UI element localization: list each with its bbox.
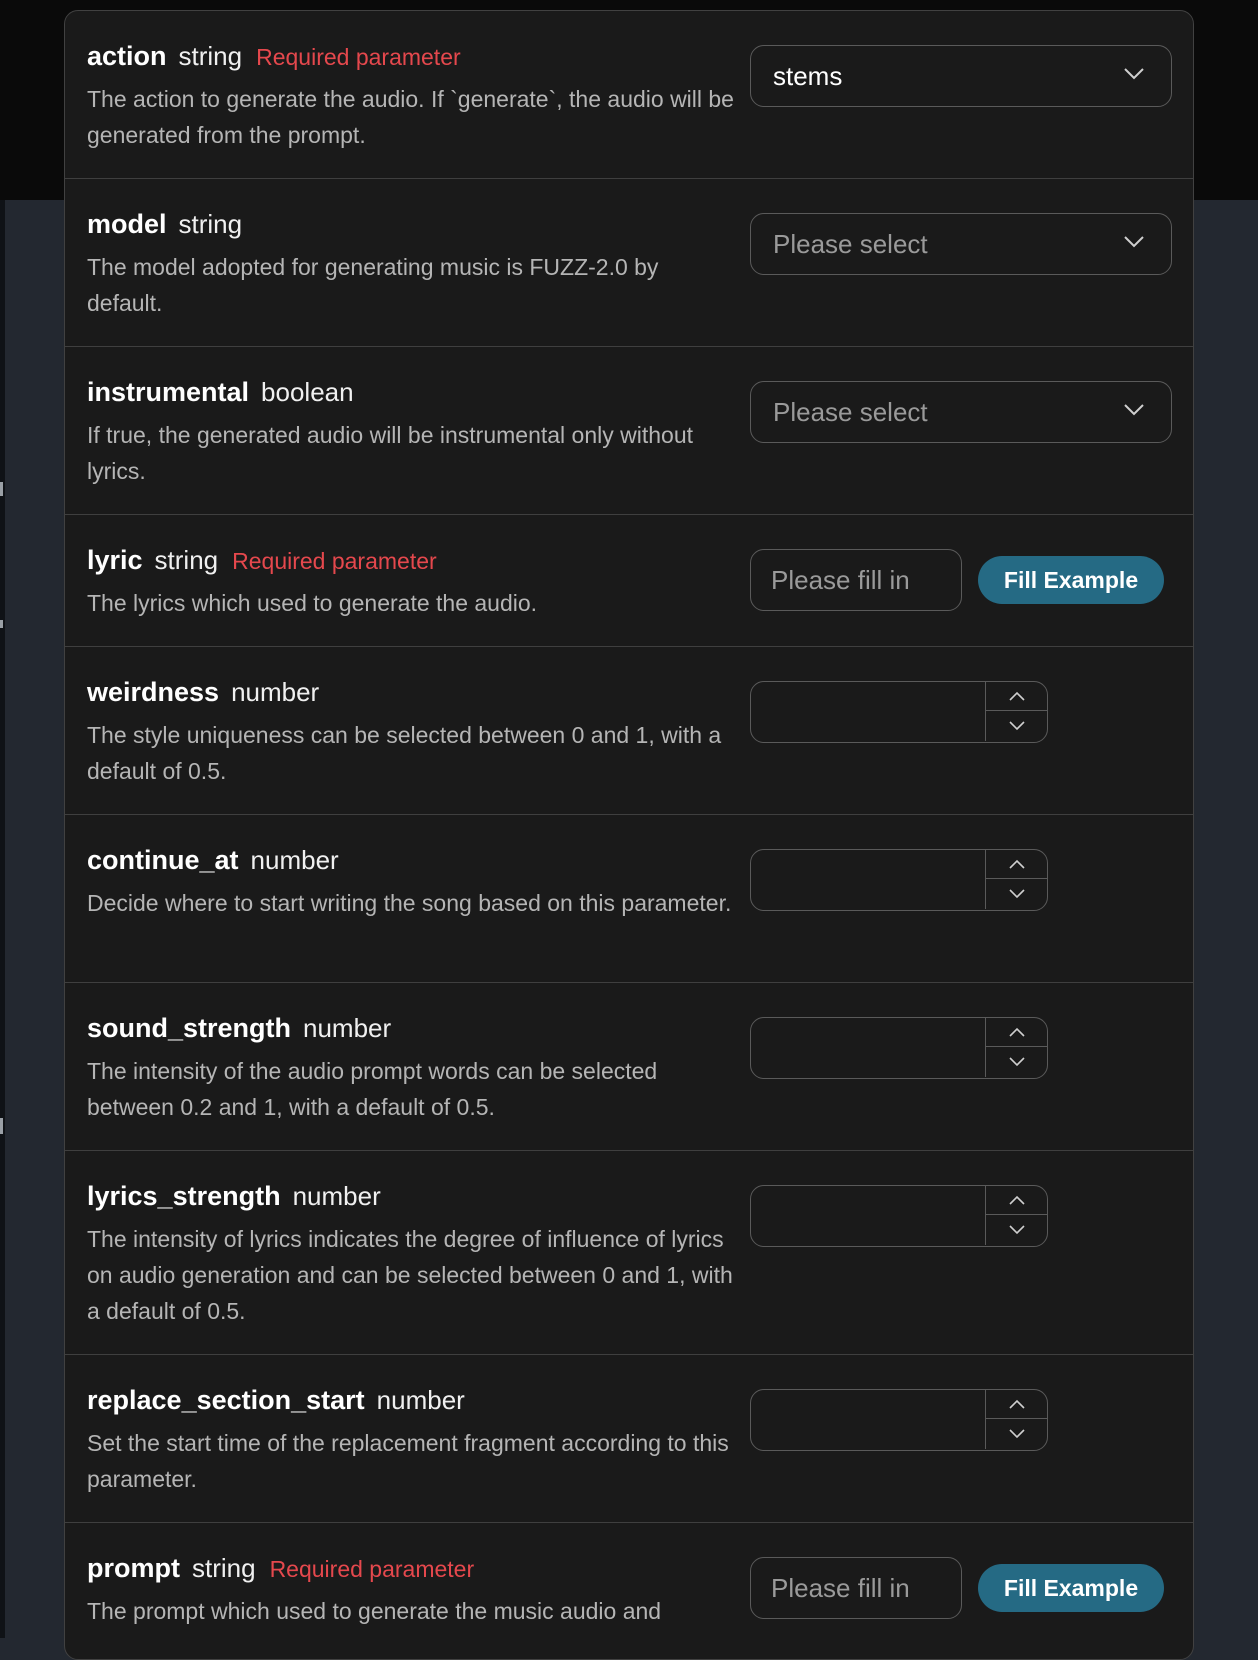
param-type: string <box>178 209 243 239</box>
param-description: Decide where to start writing the song based on this parameter. <box>87 890 732 916</box>
number-stepper <box>985 850 1048 909</box>
param-description: The prompt which used to generate the music audio and <box>87 1598 662 1624</box>
chevron-down-icon <box>1123 62 1145 84</box>
number-stepper <box>985 1186 1048 1245</box>
param-description: The style uniqueness can be selected between 0 and 1, with a default of 0.5. <box>87 722 722 784</box>
decrement-button[interactable] <box>986 711 1048 740</box>
param-description: The lyrics which used to generate the audio. <box>87 590 538 616</box>
number-input[interactable] <box>751 1018 985 1077</box>
increment-button[interactable] <box>986 1390 1048 1419</box>
number-input[interactable] <box>751 850 985 909</box>
param-type: number <box>292 1181 381 1211</box>
chevron-down-icon <box>1123 398 1145 420</box>
required-badge: Required parameter <box>269 1556 475 1582</box>
chevron-down-icon <box>1009 1429 1025 1439</box>
sound-strength-number-field <box>750 1017 1048 1079</box>
decrement-button[interactable] <box>986 879 1048 908</box>
lyric-input[interactable] <box>750 549 962 611</box>
number-stepper <box>985 682 1048 741</box>
param-name: instrumental <box>87 377 250 407</box>
param-type: string <box>191 1553 256 1583</box>
chevron-up-icon <box>1009 859 1025 869</box>
param-row-prompt <box>65 1523 1193 1660</box>
lyrics-strength-number-field <box>750 1185 1048 1247</box>
decrement-button[interactable] <box>986 1419 1048 1448</box>
edge-mark <box>0 620 3 628</box>
param-type: string <box>154 545 219 575</box>
param-row-lyrics-strength <box>65 1151 1193 1355</box>
param-name: lyrics_strength <box>87 1181 281 1211</box>
model-select[interactable] <box>750 213 1172 275</box>
replace-section-start-number-field <box>750 1389 1048 1451</box>
param-name: sound_strength <box>87 1013 292 1043</box>
fill-example-button[interactable]: Fill Example <box>978 556 1164 604</box>
chevron-down-icon <box>1123 230 1145 252</box>
parameters-panel <box>64 10 1194 1660</box>
param-name: action <box>87 41 167 71</box>
param-row-model <box>65 179 1193 347</box>
chevron-up-icon <box>1009 1195 1025 1205</box>
chevron-down-icon <box>1009 889 1025 899</box>
select-placeholder: Please select <box>773 396 928 427</box>
continue-at-number-field <box>750 849 1048 911</box>
param-row-continue-at <box>65 815 1193 983</box>
chevron-up-icon <box>1009 1399 1025 1409</box>
chevron-up-icon <box>1009 1027 1025 1037</box>
increment-button[interactable] <box>986 850 1048 879</box>
weirdness-number-field <box>750 681 1048 743</box>
param-name: model <box>87 209 167 239</box>
chevron-down-icon <box>1009 1225 1025 1235</box>
param-type: number <box>231 677 320 707</box>
chevron-down-icon <box>1009 721 1025 731</box>
number-input[interactable] <box>751 682 985 741</box>
param-row-sound-strength <box>65 983 1193 1151</box>
param-type: string <box>178 41 243 71</box>
number-input[interactable] <box>751 1186 985 1245</box>
increment-button[interactable] <box>986 682 1048 711</box>
number-stepper <box>985 1390 1048 1449</box>
param-type: number <box>250 845 339 875</box>
param-type: boolean <box>261 377 354 407</box>
fill-example-button[interactable]: Fill Example <box>978 1564 1164 1612</box>
increment-button[interactable] <box>986 1186 1048 1215</box>
param-row-weirdness <box>65 647 1193 815</box>
param-name: weirdness <box>87 677 220 707</box>
required-badge: Required parameter <box>232 548 437 574</box>
prompt-input[interactable] <box>750 1557 962 1619</box>
chevron-up-icon <box>1009 691 1025 701</box>
param-type: number <box>376 1385 465 1415</box>
number-stepper <box>985 1018 1048 1077</box>
param-row-instrumental <box>65 347 1193 515</box>
left-edge-strip <box>0 200 5 1638</box>
decrement-button[interactable] <box>986 1215 1048 1244</box>
param-description: The model adopted for generating music is FUZZ-2.0 by default. <box>87 254 659 316</box>
param-row-action <box>65 11 1193 179</box>
number-input[interactable] <box>751 1390 985 1449</box>
edge-mark <box>0 482 3 496</box>
param-description: The action to generate the audio. If `generate`, the audio will be generated from the prompt. <box>87 86 734 148</box>
chevron-down-icon <box>1009 1057 1025 1067</box>
action-select[interactable] <box>750 45 1172 107</box>
select-value: stems <box>773 60 843 91</box>
param-description: If true, the generated audio will be instrumental only without lyrics. <box>87 422 694 484</box>
param-name: replace_section_start <box>87 1385 365 1415</box>
param-name: lyric <box>87 545 143 575</box>
param-name: prompt <box>87 1553 180 1583</box>
edge-mark <box>0 1118 3 1134</box>
decrement-button[interactable] <box>986 1047 1048 1076</box>
param-row-lyric <box>65 515 1193 647</box>
increment-button[interactable] <box>986 1018 1048 1047</box>
param-description: Set the start time of the replacement fragment according to this parameter. <box>87 1430 729 1492</box>
select-placeholder: Please select <box>773 228 928 259</box>
instrumental-select[interactable] <box>750 381 1172 443</box>
param-row-replace-section-start <box>65 1355 1193 1523</box>
param-name: continue_at <box>87 845 239 875</box>
param-description: The intensity of lyrics indicates the degree of influence of lyrics on audio generation and can be selected between 0 and 1, with a default of 0.5. <box>87 1226 733 1324</box>
param-type: number <box>303 1013 392 1043</box>
param-description: The intensity of the audio prompt words can be selected between 0.2 and 1, with a default of 0.5. <box>87 1058 658 1120</box>
required-badge: Required parameter <box>256 44 461 70</box>
